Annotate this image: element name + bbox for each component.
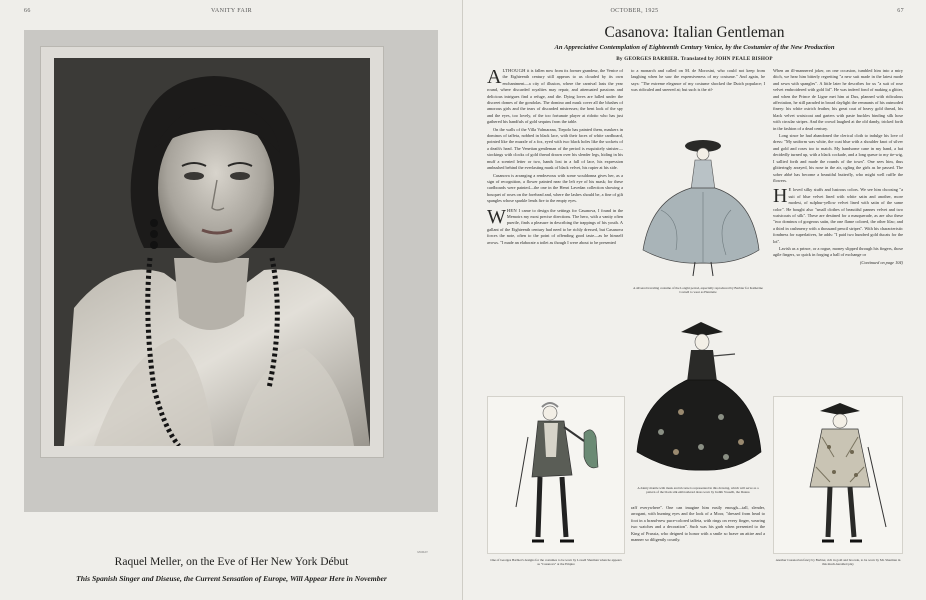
costume-drawing-casanova-2 (774, 397, 903, 554)
figure-black-dress (631, 302, 765, 484)
portrait-illustration (54, 58, 370, 446)
dropcap: W (487, 205, 506, 228)
paragraph: to a monarch and called on M. de Morosini, who could not keep from laughing when he saw the expensiveness of my costume." And again, he says: "The extreme elegance of my costume shocked the Dutch populace; I was ridiculed and sneered at; but such is the rif- (631, 68, 765, 93)
costume-drawing-lady-1 (631, 130, 765, 280)
paragraph: Long since he had abandoned the clerical cloth to indulge his love of dress: "My uniform was white, the coat blue with a shoulder knot of silver and gold and roses too to match. My handsome cane in my hand, a hat decidedly turned up, with a black cockade, and a long queue to my tie-wig, I sallied forth and made the rounds of the town". One sees him, thus glitteringly arrayed, his nose in the air, ogling the girls as he passed. The sober abbé has become a beautiful butterfly, who might well ruffle the flowers. (773, 133, 903, 183)
figure-caption-casanova-costume: One of Georges Barbier's designs for the costumes to be worn by Lowell Sherman when he appears as "Casanova" at the Empire (490, 558, 622, 567)
paragraph: On the walls of the Villa Valmarana, Tiepolo has painted them, maskers in dominos of taffeta, nobbed in black lace, with their faces of white cardboard, pointed like the muzzle of a fox, eyed with two black holes like the sockets of a death's head. The Venetian gentleman of the period is exquisitely sinister—stockings with clocks of gold thread drawn over his slender legs, hiding in his muff a scented letter or two, hands lost in a fall of lace, his expression ambushed behind the everlasting mask of black velvet, his rapier at his side. (487, 126, 623, 171)
figure-caption-traveling-costume: A silvered traveling costume of the Longhi period, especially reproduced by Barbier for Katherine Cornell to wear as Henriette (633, 286, 763, 295)
paragraph (487, 205, 623, 246)
paragraph: Casanova is arranging a rendezvous with some wouldonna gives her, as a sign of recognition, a flower painted near the left eye of his mask; for these cardboards were painted—the one in the Henri Lavedan collection showing a bouquet of roses on the forehead and, where the lashes should be, a fine of gilt spangles whose sparkle lends fire to the empty eyes. (487, 172, 623, 204)
article-column-3 (773, 68, 903, 393)
photo-caption-subtitle: This Spanish Singer and Diseuse, the Current Sensation of Europe, Will Appear Here in November (76, 574, 387, 583)
figure-caption-black-dress: A dainty mantle with mask and tricorne is represented in this drawing, which will serve as a pattern of the black silk embroidered dress worn by Judith Vosselli, the Dutess (637, 486, 759, 495)
left-running-head: VANITY FAIR (210, 8, 253, 14)
article-deck: An Appreciative Contemplation of Eighteenth Century Venice, by the Costumier of the New Production (554, 44, 835, 51)
dropcap: A (487, 68, 502, 88)
right-page (463, 0, 926, 600)
right-folio: 67 (897, 8, 904, 14)
portrait-photo (54, 58, 370, 446)
article-byline: By GEORGES BARBIER. Translated by JOHN PEALE BISHOP (616, 56, 773, 62)
lead-smallcaps: E (788, 187, 792, 193)
figure-caption-brocade-costume: Another Casanovian fancy by Barbier, rich in gold and brocade, to be worn by Mr. Sherman in this much-heralded play (775, 558, 901, 567)
paragraph-text: I came to design the settings for Casanova, I found in the Memoirs my most precise directions. The hero, with a vanity often puerile, finds a pleasure in describing the trappings of his youth. A gallant of the Eighteenth century had need to be richly dressed, but Casanova forces the note, often to the point of offending good taste—as he himself avows. "I made an elaborate a toilet as though I were about to be presented (487, 207, 623, 245)
lead-smallcaps: HEN (506, 207, 517, 213)
dropcap: H (773, 185, 788, 208)
continued-note: (Continued on page 104) (859, 259, 903, 265)
figure-casanova-costume (487, 396, 625, 554)
paragraph: Lavish as a prince, or a rogue, money slipped through his fingers, those agile fingers, so quick in forging a ball of exchange or (773, 245, 903, 258)
figure-brocade-costume (773, 396, 903, 554)
left-folio: 66 (24, 8, 31, 14)
paragraph-text: it is fallen now from its former grandeur, the Venice of the Eighteenth century still appears to us clouded by its own enchantment—a city of illusion, where the carnival lasts the year round, where discarded royalties may repair, and attenuated passions and delicious intrigues find a refuge, and die. Dying loves are lulled under the discreet domes of the gondolas. The domino and mask cover all the blushes of amorous girls and the tears of discarded mistresses; the bent look of the spy and the eyes, too lovely, of the too fortunate player at ridotto who has just gathered his handfuls of gold sequins from the table. (487, 68, 623, 125)
article-column-2-bottom (631, 505, 765, 585)
article-column-1 (487, 68, 623, 392)
lead-smallcaps: LTHOUGH (502, 68, 526, 73)
paragraph (487, 68, 623, 126)
paragraph: When an ill-mannered joker, on one occasion, tumbled him into a miry ditch, we hear him bitterly regretting "a new suit made in the latest mode and sewn with spangles". A little later he describes for us "a suit of rose velvet embroidered with gold lid". He was indeed fond of making a glitter, and when the Prince de Ligne met him at Dux, planned with ridiculous affectation, he still paraded in broad daylight the remnants of his outmoded finery: his white ostrich feather, his great coat of heavy gold thread, his black velvet waistcoat and garters with paste buckles binding silk hose with circular stripes. And the crowd laughed at the old dandy, tricked forth in the fashion of a dead century. (773, 68, 903, 131)
figure-traveling-costume (631, 130, 765, 280)
costume-drawing-lady-2 (631, 302, 765, 484)
photo-caption-title: Raquel Meller, on the Eve of Her New York Début (114, 556, 349, 568)
costume-drawing-casanova-1 (488, 397, 625, 554)
paragraph-text: loved silky stuffs and lustrous colors. We see him choosing "a suit of blue velvet lined with white satin and another, more modest, of sulphur-yellow velvet lined with satin of the same color". He bought also "small clothes of beautiful pannes velvet and two waistcoats of silk". These are destined for a masquerade, as are also these "two dominos of gorgeous satin, the one flame colored, the other lilac; and a third in cashmerry with a thousand pencil stripes". With his characteristic fondness for superlatives, he adds: "I paid two hundred gold ducats for the lot". (773, 187, 903, 244)
right-date: OCTOBER, 1925 (610, 8, 659, 14)
paragraph: raff everywhere". One can imagine him easily enough—tall, slender, arrogant, with burning eyes and the look of a Moor, "dressed from head to foot in a brand-new puce-colored taffeta, with rings on every finger, wearing two watches and a decoration". Such was his garb when presented to the King of Prussia, who deigned to honor with a smile so brave an attire and a manner so diligently courtly. (631, 505, 765, 543)
article-column-2-top (631, 68, 765, 128)
article-headline: Casanova: Italian Gentleman (604, 24, 785, 41)
paragraph (773, 187, 903, 245)
photo-credit: MURAY (417, 550, 428, 554)
